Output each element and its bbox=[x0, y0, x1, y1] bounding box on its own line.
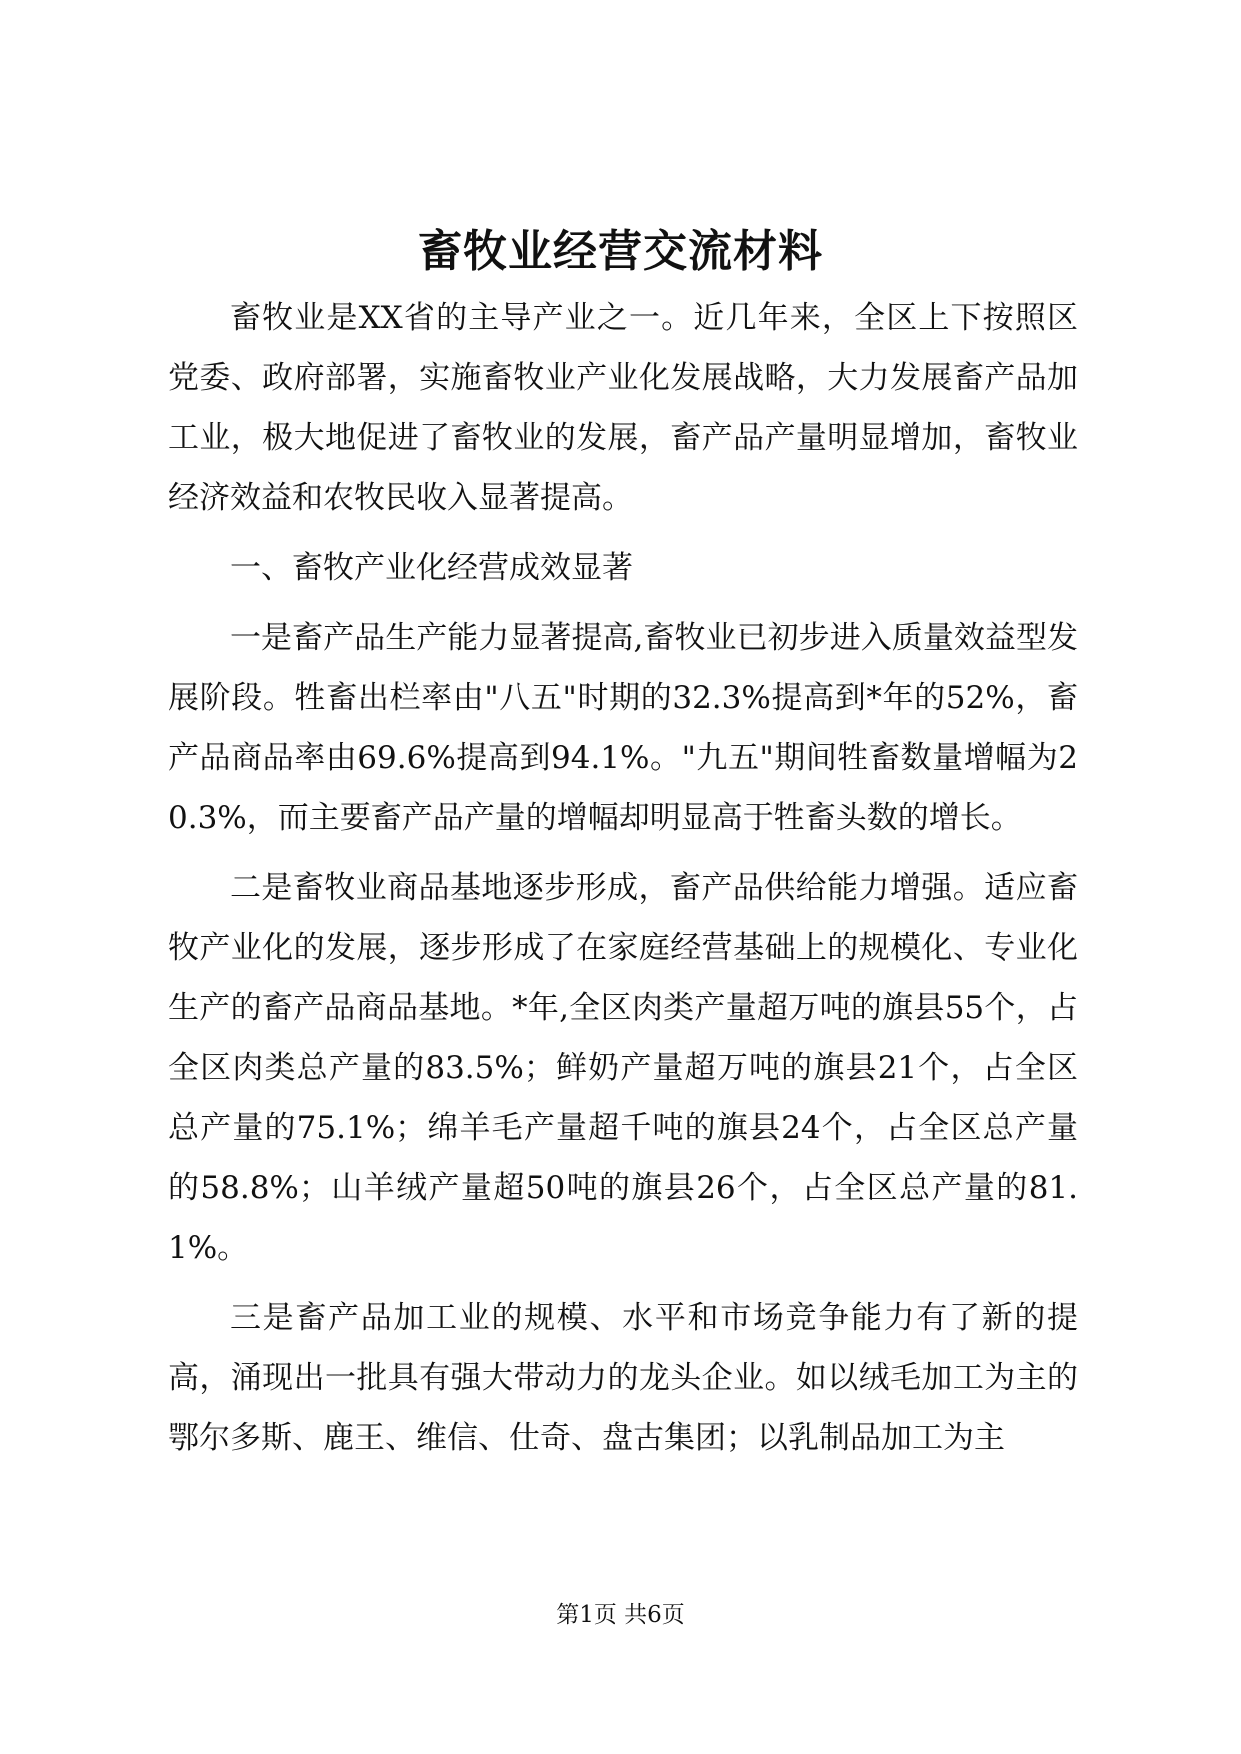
paragraph-point-two: 二是畜牧业商品基地逐步形成，畜产品供给能力增强。适应畜牧产业化的发展，逐步形成了在家庭经营基础上的规模化、专业化生产的畜产品商品基地。*年,全区肉类产量超万吨的旗县55个，占全区肉类总产量的83.5%；鲜奶产量超万吨的旗县21个，占全区总产量的75.1%；绵羊毛产量超千吨的旗县24个，占全区总产量的58.8%；山羊绒产量超50吨的旗县26个，占全区总产量的81.1%。 bbox=[168, 870, 1078, 1266]
section-heading: 一、畜牧产业化经营成效显著 bbox=[230, 550, 633, 586]
document-body bbox=[168, 288, 1078, 1478]
paragraph-point-three: 三是畜产品加工业的规模、水平和市场竞争能力有了新的提高，涌现出一批具有强大带动力的龙头企业。如以绒毛加工为主的鄂尔多斯、鹿王、维信、仕奇、盘古集团；以乳制品加工为主 bbox=[168, 1300, 1078, 1456]
page-footer: 第1页 共6页 bbox=[556, 1602, 685, 1628]
document-title: 畜牧业经营交流材料 bbox=[418, 226, 823, 277]
paragraph-intro: 畜牧业是XX省的主导产业之一。近几年来，全区上下按照区党委、政府部署，实施畜牧业产业化发展战略，大力发展畜产品加工业，极大地促进了畜牧业的发展，畜产品产量明显增加，畜牧业经济效益和农牧民收入显著提高。 bbox=[168, 300, 1078, 516]
paragraph-point-one: 一是畜产品生产能力显著提高,畜牧业已初步进入质量效益型发展阶段。牲畜出栏率由"八五"时期的32.3%提高到*年的52%，畜产品商品率由69.6%提高到94.1%。"九五"期间牲畜数量增幅为20.3%，而主要畜产品产量的增幅却明显高于牲畜头数的增长。 bbox=[168, 620, 1078, 836]
